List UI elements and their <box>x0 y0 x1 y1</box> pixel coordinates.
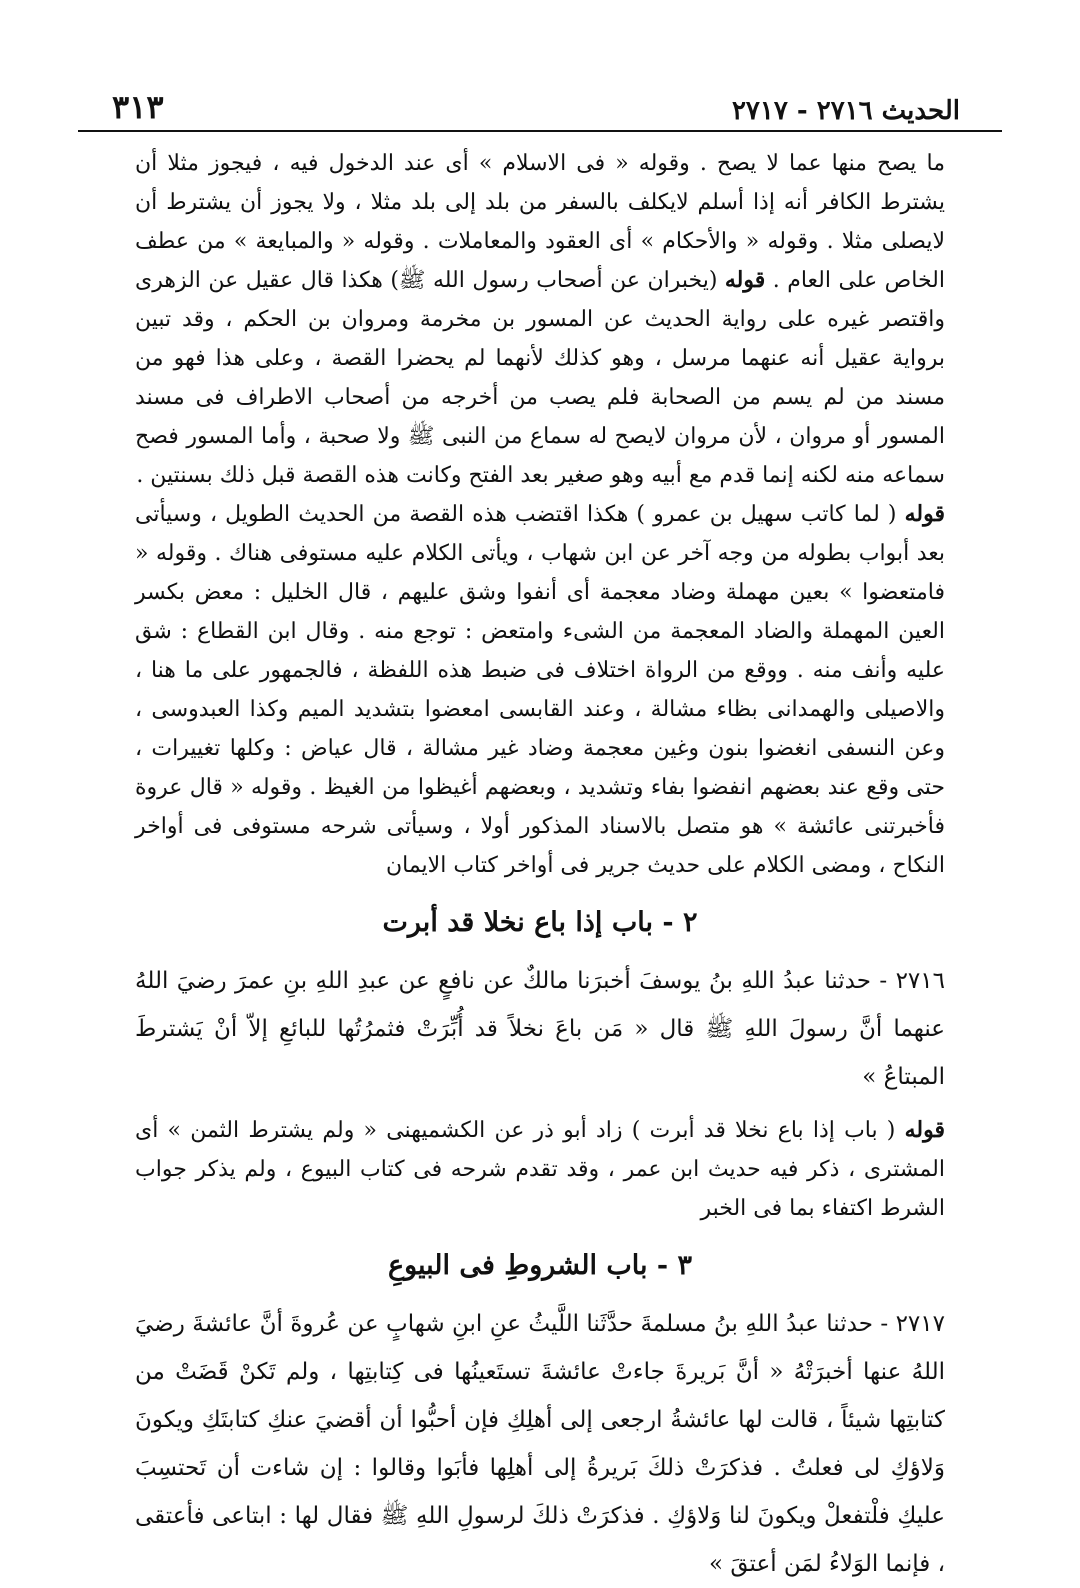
hadith-text: ٢٧١٦ - حدثنا عبدُ اللهِ بنُ يوسفَ أخبرَنا مالكٌ عن نافعٍ عن عبدِ اللهِ بنِ عمرَ رضيَ اللهُ عنهما أنَّ رسولَ اللهِ ﷺ قال « مَن باعَ نخلاً قد أُبِّرَتْ فثمرُتُها للبائعِ إلاّ أنْ يَشترطَ المبتاعُ » <box>135 968 945 1090</box>
page-content <box>135 144 945 1588</box>
header-rule <box>78 130 1002 132</box>
commentary-text: ( باب إذا باع نخلا قد أبرت ) زاد أبو ذر عن الكشميهنى « ولم يشترط الثمن » أى المشترى ، ذكر فيه حديث ابن عمر ، وقد تقدم شرحه فى كتاب البيوع ، ولم يذكر جواب الشرط اكتفاء بما فى الخبر <box>135 1118 945 1221</box>
header-title: الحديث ٢٧١٦ - ٢٧١٧ <box>731 96 960 126</box>
qawluhu-marker: قوله <box>724 267 766 293</box>
running-header <box>112 86 960 126</box>
commentary-paragraph-3 <box>135 1111 945 1228</box>
page-number: ٣١٣ <box>112 88 164 126</box>
qawluhu-marker: قوله <box>904 1117 945 1143</box>
commentary-text: ( لما كاتب سهيل بن عمرو ) هكذا اقتضب هذه القصة من الحديث الطويل ، وسيأتى بعد أبواب بطوله من وجه آخر عن ابن شهاب ، ويأتى الكلام عليه مستوفى هناك . وقوله « فامتعضوا » بعين مهملة وضاد معجمة أى أنفوا وشق عليهم ، قال الخليل : معض بكسر العين المهملة والضاد المعجمة من الشىء وامتعض : توجع منه . وقال ابن القطاع : شق عليه وأنف منه . ووقع من الرواة اختلاف فى ضبط هذه اللفظة ، فالجمهور على ما هنا ، والاصيلى والهمدانى بظاء مشالة ، وعند القابسى امعضوا بتشديد الميم وكذا العبدوسى ، وعن النسفى انغضوا بنون وغين معجمة وضاد غير مشالة ، قال عياض : وكلها تغييرات ، حتى وقع عند بعضهم انفضوا بفاء وتشديد ، وبعضهم أغيظوا من الغيظ . وقوله « قال عروة فأخبرتنى عائشة » هو متصل بالاسناد المذكور أولا ، وسيأتى شرحه مستوفى فى أواخر النكاح ، ومضى الكلام على حديث جرير فى أواخر كتاب الايمان <box>135 502 945 878</box>
commentary-text: ما يصح منها عما لا يصح . وقوله « فى الاسلام » أى عند الدخول فيه ، فيجوز مثلا أن يشترط الكافر أنه إذا أسلم لايكلف بالسفر من بلد إلى بلد مثلا ، ولا يجوز أن يشترط أن لايصلى مثلا . وقوله « والأحكام » أى العقود والمعاملات . وقوله « والمبايعة » من عطف الخاص على العام . <box>135 151 945 293</box>
hadith-text: ٢٧١٧ - حدثنا عبدُ اللهِ بنُ مسلمةَ حدَّثَنا اللَّيثُ عنِ ابنِ شهابٍ عن عُروةَ أنَّ عائشةَ رضيَ اللهُ عنها أخبرَتْهُ « أنَّ بَريرةَ جاءتْ عائشةَ تستَعينُها فى كِتابتِها ، ولم تَكنْ قَضَتْ من كتابتِها شيئاً ، قالت لها عائشةُ ارجعى إلى أهلِكِ فإن أحبُّوا أن أقضيَ عنكِ كتابتَكِ ويكونَ وَلاؤكِ لى فعلتُ . فذكرَتْ ذلكَ بَريرةُ إلى أهلِها فأبَوا وقالوا : إن شاءت أن تَحتسِبَ عليكِ فلْتفعلْ ويكونَ لنا وَلاؤكِ . فذكرَتْ ذلكَ لرسولِ اللهِ ﷺ فقال لها : ابتاعى فأعتقى ، فإنما الوَلاءُ لمَن أعتقَ » <box>135 1311 945 1577</box>
qawluhu-marker: قوله <box>904 501 945 527</box>
chapter-heading: ٢ - باب إذا باع نخلا قد أبرت <box>382 907 698 938</box>
commentary-paragraph-2 <box>135 495 945 885</box>
chapter-heading: ٣ - باب الشروطِ فى البيوعِ <box>387 1250 693 1281</box>
commentary-paragraph-1 <box>135 144 945 495</box>
commentary-text: (يخبران عن أصحاب رسول الله ﷺ) هكذا قال عقيل عن الزهرى واقتصر غيره على رواية الحديث عن المسور بن مخرمة ومروان بن الحكم ، وقد تبين برواية عقيل أنه عنهما مرسل ، وهو كذلك لأنهما لم يحضرا القصة ، وعلى هذا فهو من مسند من لم يسم من الصحابة فلم يصب من أخرجه من أصحاب الاطراف فى مسند المسور أو مروان ، لأن مروان لايصح له سماع من النبى ﷺ ولا صحبة ، وأما المسور فصح سماعه منه لكنه إنما قدم مع أبيه وهو صغير بعد الفتح وكانت هذه القصة قبل ذلك بسنتين . <box>135 268 945 488</box>
